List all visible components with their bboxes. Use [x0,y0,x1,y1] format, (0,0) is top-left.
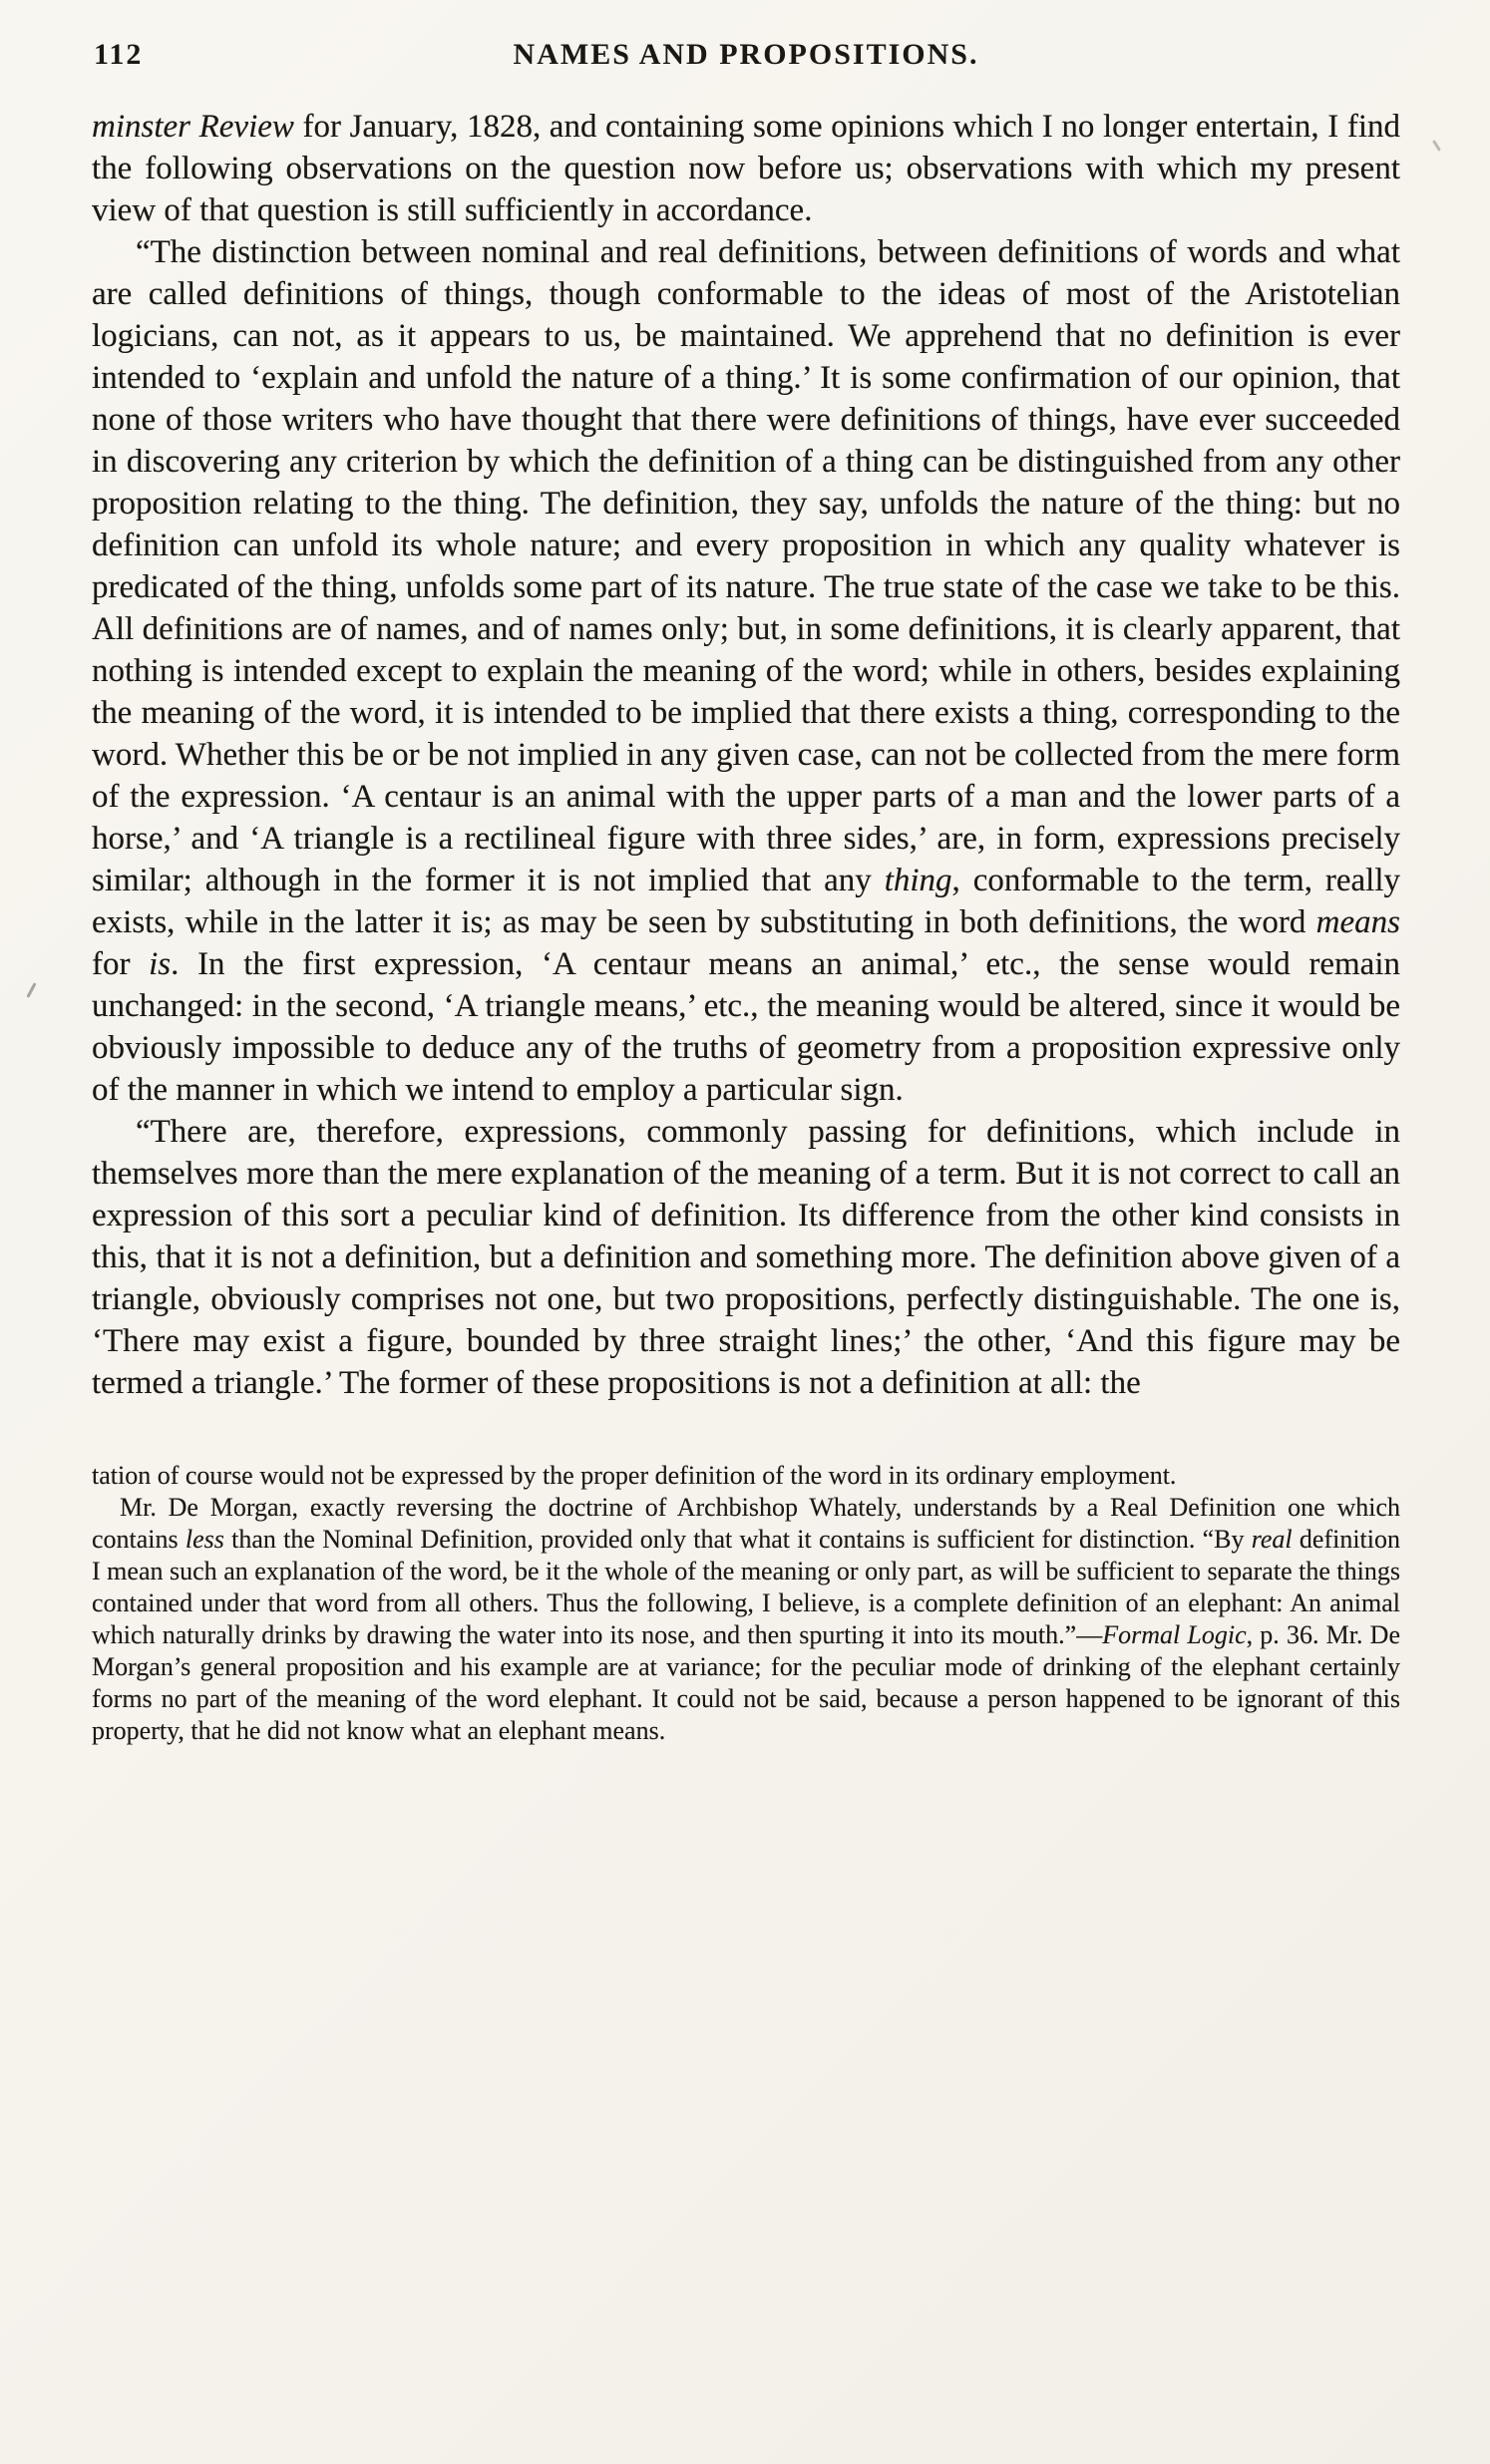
text-run: . In the first expression, ‘A centaur means an animal,’ etc., the sense would remain unchanged: in the second, ‘A triangle means,’ etc., the meaning would be altered, since it would be obviously impossible to deduce any of the truths of geometry from a proposition expressive only of the manner in which we intend to employ a particular sign. [92,946,1400,1108]
italic-text-run: minster Review [92,109,294,145]
italic-text-run: less [185,1525,224,1554]
margin-pencil-mark [26,982,36,998]
text-run: , p. 36. Mr. De Morgan’s general proposition and his example are at variance; for the peculiar mode of drinking of the elephant certainly forms no part of the meaning of the word elephant. It could not be said, because a person happened to be ignorant of this property, that he did not know what an elephant means. [92,1620,1400,1745]
text-run: “There are, therefore, expressions, commonly passing for definitions, which include in themselves more than the mere explanation of the meaning of a term. But it is not correct to call an expression of this sort a peculiar kind of definition. Its difference from the other kind consists in this, that it is not a definition, but a definition and something more. The definition above given of a triangle, obviously comprises not one, but two propositions, perfectly distinguishable. The one is, ‘There may exist a figure, bounded by three straight lines;’ the other, ‘And this figure may be termed a triangle.’ The former of these propositions is not a definition at all: the [92,1114,1400,1401]
body-text [92,106,1400,1404]
paragraph [92,1492,1400,1747]
text-run: than the Nominal Definition, provided only that what it contains is sufficient for distinction. “By [223,1525,1252,1554]
italic-text-run: is [149,946,172,982]
text-run: tation of course would not be expressed by the proper definition of the word in its ordinary employment. [92,1461,1177,1490]
paragraph [92,231,1400,1111]
text-run: for January, 1828, and containing some opinions which I no longer entertain, I find the following observations on the question now before us; observations with which my present view of that question is still sufficiently in accordance. [92,109,1400,228]
text-run: , conformable to the term, really exists, while in the latter it is; as may be seen by substituting in both definitions, the word [92,863,1400,940]
italic-text-run: thing [884,863,952,898]
italic-text-run: means [1315,904,1400,940]
running-title: NAMES AND PROPOSITIONS. [513,38,979,71]
page-number: 112 [94,38,144,71]
text-run: definition I mean such an explanation of the word, be it the whole of the meaning or only part, as will be sufficient to separate the things contained under that word from all others. Thus the following, I believe, is a complete definition of an elephant: An animal which naturally drinks by drawing the water into its nose, and then spurting it into its mouth.”— [92,1525,1400,1649]
footnotes [92,1460,1400,1747]
scan-stray-mark [1432,140,1441,152]
paragraph [92,1111,1400,1404]
text-run: Mr. De Morgan, exactly reversing the doctrine of Archbishop Whately, understands by a Real Definition one which contains [92,1493,1400,1554]
page-header [92,38,1400,82]
text-run: “The distinction between nominal and real definitions, between definitions of words and what are called definitions of things, though conformable to the ideas of most of the Aristotelian logicians, can not, as it appears to us, be maintained. We apprehend that no definition is ever intended to ‘explain and unfold the nature of a thing.’ It is some confirmation of our opinion, that none of those writers who have thought that there were definitions of things, have ever succeeded in discovering any criterion by which the definition of a thing can be distinguished from any other proposition relating to the thing. The definition, they say, unfolds the nature of the thing: but no definition can unfold its whole nature; and every proposition in which any quality whatever is predicated of the thing, unfolds some part of its nature. The true state of the case we take to be this. All definitions are of names, and of names only; but, in some definitions, it is clearly apparent, that nothing is intended except to explain the meaning of the word; while in others, besides explaining the meaning of the word, it is intended to be implied that there exists a thing, corresponding to the word. Whether this be or be not implied in any given case, can not be collected from the mere form of the expression. ‘A centaur is an animal with the upper parts of a man and the lower parts of a horse,’ and ‘A triangle is a rectilineal figure with three sides,’ are, in form, expressions precisely similar; although in the former it is not implied that any [92,234,1400,898]
paragraph [92,1460,1400,1492]
text-run: for [92,946,150,982]
paragraph [92,106,1400,231]
italic-text-run: Formal Logic [1102,1620,1247,1649]
italic-text-run: real [1251,1525,1293,1554]
